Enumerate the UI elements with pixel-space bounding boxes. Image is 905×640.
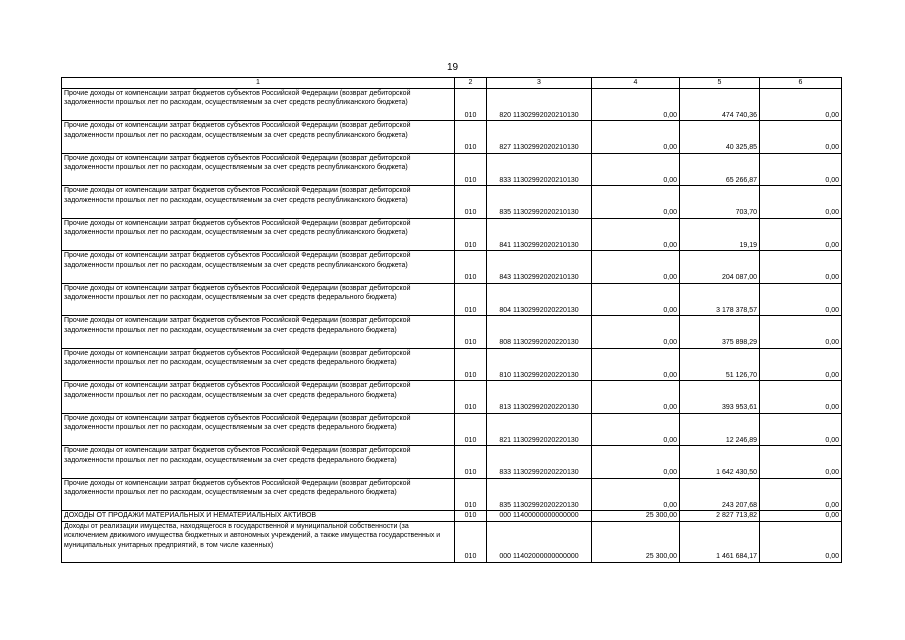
income-name-cell: Прочие доходы от компенсации затрат бюджетов субъектов Российской Федерации (возврат дебиторской задолженности прошлых лет по расходам, осуществляемым за счет средств республиканского бюджета) — [62, 218, 455, 251]
budget-code-cell: 843 11302992020210130 — [487, 251, 592, 284]
report-table — [61, 77, 842, 563]
value-cell: 393 953,61 — [680, 381, 760, 414]
column-header: 1 — [62, 78, 455, 89]
table-row — [62, 511, 842, 522]
value-cell: 243 207,68 — [680, 478, 760, 511]
value-cell: 0,00 — [760, 218, 842, 251]
column-header: 2 — [455, 78, 487, 89]
value-cell: 19,19 — [680, 218, 760, 251]
table-row — [62, 88, 842, 121]
value-cell: 0,00 — [760, 283, 842, 316]
value-cell: 474 740,36 — [680, 88, 760, 121]
table-row — [62, 446, 842, 479]
table-row — [62, 283, 842, 316]
value-cell: 0,00 — [592, 251, 680, 284]
budget-code-cell: 841 11302992020210130 — [487, 218, 592, 251]
income-name-cell: Прочие доходы от компенсации затрат бюджетов субъектов Российской Федерации (возврат дебиторской задолженности прошлых лет по расходам, осуществляемым за счет средств федерального бюджета) — [62, 283, 455, 316]
line-code-cell: 010 — [455, 218, 487, 251]
column-header: 3 — [487, 78, 592, 89]
table-row — [62, 381, 842, 414]
table-row — [62, 186, 842, 219]
budget-code-cell: 000 11402000000000000 — [487, 521, 592, 562]
value-cell: 51 126,70 — [680, 348, 760, 381]
value-cell: 0,00 — [760, 316, 842, 349]
table-row — [62, 478, 842, 511]
value-cell: 0,00 — [592, 316, 680, 349]
column-header: 4 — [592, 78, 680, 89]
table-row — [62, 413, 842, 446]
value-cell: 65 266,87 — [680, 153, 760, 186]
budget-code-cell: 808 11302992020220130 — [487, 316, 592, 349]
income-name-cell: Прочие доходы от компенсации затрат бюджетов субъектов Российской Федерации (возврат дебиторской задолженности прошлых лет по расходам, осуществляемым за счет средств республиканского бюджета) — [62, 88, 455, 121]
line-code-cell: 010 — [455, 478, 487, 511]
line-code-cell: 010 — [455, 316, 487, 349]
income-name-cell: Прочие доходы от компенсации затрат бюджетов субъектов Российской Федерации (возврат дебиторской задолженности прошлых лет по расходам, осуществляемым за счет средств федерального бюджета) — [62, 446, 455, 479]
table-row — [62, 348, 842, 381]
value-cell: 0,00 — [760, 511, 842, 522]
line-code-cell: 010 — [455, 186, 487, 219]
budget-code-cell: 827 11302992020210130 — [487, 121, 592, 154]
table-row — [62, 521, 842, 562]
value-cell: 703,70 — [680, 186, 760, 219]
value-cell: 0,00 — [760, 413, 842, 446]
value-cell: 0,00 — [760, 446, 842, 479]
line-code-cell: 010 — [455, 251, 487, 284]
page-number: 19 — [446, 62, 459, 73]
value-cell: 0,00 — [592, 381, 680, 414]
value-cell: 0,00 — [760, 153, 842, 186]
value-cell: 2 827 713,82 — [680, 511, 760, 522]
income-name-cell: Прочие доходы от компенсации затрат бюджетов субъектов Российской Федерации (возврат дебиторской задолженности прошлых лет по расходам, осуществляемым за счет средств республиканского бюджета) — [62, 121, 455, 154]
value-cell: 3 178 378,57 — [680, 283, 760, 316]
value-cell: 0,00 — [592, 88, 680, 121]
value-cell: 0,00 — [592, 186, 680, 219]
budget-code-cell: 821 11302992020220130 — [487, 413, 592, 446]
income-name-cell: Прочие доходы от компенсации затрат бюджетов субъектов Российской Федерации (возврат дебиторской задолженности прошлых лет по расходам, осуществляемым за счет средств федерального бюджета) — [62, 413, 455, 446]
line-code-cell: 010 — [455, 348, 487, 381]
value-cell: 25 300,00 — [592, 521, 680, 562]
value-cell: 12 246,89 — [680, 413, 760, 446]
value-cell: 40 325,85 — [680, 121, 760, 154]
budget-code-cell: 000 11400000000000000 — [487, 511, 592, 522]
line-code-cell: 010 — [455, 521, 487, 562]
column-header: 5 — [680, 78, 760, 89]
value-cell: 204 087,00 — [680, 251, 760, 284]
income-name-cell: Прочие доходы от компенсации затрат бюджетов субъектов Российской Федерации (возврат дебиторской задолженности прошлых лет по расходам, осуществляемым за счет средств федерального бюджета) — [62, 348, 455, 381]
value-cell: 25 300,00 — [592, 511, 680, 522]
value-cell: 375 898,29 — [680, 316, 760, 349]
budget-code-cell: 820 11302992020210130 — [487, 88, 592, 121]
value-cell: 0,00 — [760, 121, 842, 154]
table-row — [62, 153, 842, 186]
income-name-cell: Прочие доходы от компенсации затрат бюджетов субъектов Российской Федерации (возврат дебиторской задолженности прошлых лет по расходам, осуществляемым за счет средств республиканского бюджета) — [62, 186, 455, 219]
budget-code-cell: 810 11302992020220130 — [487, 348, 592, 381]
budget-code-cell: 835 11302992020210130 — [487, 186, 592, 219]
value-cell: 1 642 430,50 — [680, 446, 760, 479]
value-cell: 0,00 — [760, 521, 842, 562]
header-row — [62, 78, 842, 89]
budget-code-cell: 813 11302992020220130 — [487, 381, 592, 414]
line-code-cell: 010 — [455, 381, 487, 414]
budget-code-cell: 833 11302992020210130 — [487, 153, 592, 186]
column-header: 6 — [760, 78, 842, 89]
line-code-cell: 010 — [455, 283, 487, 316]
table-row — [62, 251, 842, 284]
line-code-cell: 010 — [455, 121, 487, 154]
income-name-cell: Прочие доходы от компенсации затрат бюджетов субъектов Российской Федерации (возврат дебиторской задолженности прошлых лет по расходам, осуществляемым за счет средств федерального бюджета) — [62, 381, 455, 414]
line-code-cell: 010 — [455, 88, 487, 121]
budget-code-cell: 835 11302992020220130 — [487, 478, 592, 511]
value-cell: 0,00 — [592, 283, 680, 316]
income-name-cell: Прочие доходы от компенсации затрат бюджетов субъектов Российской Федерации (возврат дебиторской задолженности прошлых лет по расходам, осуществляемым за счет средств республиканского бюджета) — [62, 251, 455, 284]
line-code-cell: 010 — [455, 511, 487, 522]
line-code-cell: 010 — [455, 413, 487, 446]
value-cell: 0,00 — [592, 413, 680, 446]
value-cell: 0,00 — [760, 348, 842, 381]
value-cell: 0,00 — [592, 348, 680, 381]
value-cell: 0,00 — [760, 478, 842, 511]
value-cell: 0,00 — [592, 153, 680, 186]
budget-code-cell: 833 11302992020220130 — [487, 446, 592, 479]
income-name-cell: Прочие доходы от компенсации затрат бюджетов субъектов Российской Федерации (возврат дебиторской задолженности прошлых лет по расходам, осуществляемым за счет средств федерального бюджета) — [62, 316, 455, 349]
line-code-cell: 010 — [455, 153, 487, 186]
value-cell: 1 461 684,17 — [680, 521, 760, 562]
value-cell: 0,00 — [592, 121, 680, 154]
value-cell: 0,00 — [760, 186, 842, 219]
table-row — [62, 121, 842, 154]
table-row — [62, 316, 842, 349]
income-name-cell: ДОХОДЫ ОТ ПРОДАЖИ МАТЕРИАЛЬНЫХ И НЕМАТЕРИАЛЬНЫХ АКТИВОВ — [62, 511, 455, 522]
income-name-cell: Доходы от реализации имущества, находящегося в государственной и муниципальной собственности (за исключением движимого имущества бюджетных и автономных учреждений, а также имущества государственных и муниципальных унитарных предприятий, в том числе казенных) — [62, 521, 455, 562]
value-cell: 0,00 — [592, 218, 680, 251]
value-cell: 0,00 — [760, 381, 842, 414]
income-name-cell: Прочие доходы от компенсации затрат бюджетов субъектов Российской Федерации (возврат дебиторской задолженности прошлых лет по расходам, осуществляемым за счет средств республиканского бюджета) — [62, 153, 455, 186]
income-name-cell: Прочие доходы от компенсации затрат бюджетов субъектов Российской Федерации (возврат дебиторской задолженности прошлых лет по расходам, осуществляемым за счет средств федерального бюджета) — [62, 478, 455, 511]
value-cell: 0,00 — [592, 446, 680, 479]
budget-code-cell: 804 11302992020220130 — [487, 283, 592, 316]
table-row — [62, 218, 842, 251]
line-code-cell: 010 — [455, 446, 487, 479]
value-cell: 0,00 — [592, 478, 680, 511]
value-cell: 0,00 — [760, 88, 842, 121]
value-cell: 0,00 — [760, 251, 842, 284]
